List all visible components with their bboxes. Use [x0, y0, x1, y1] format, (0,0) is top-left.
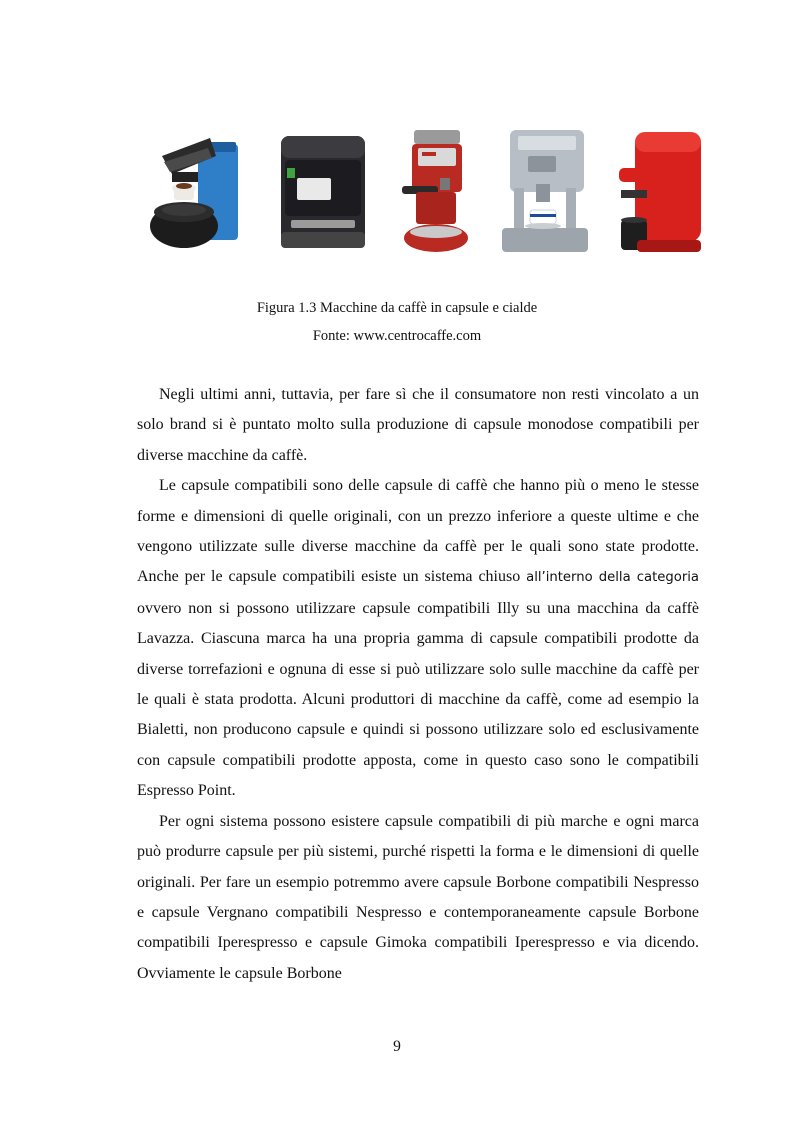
paragraph-2 — [137, 471, 699, 806]
paragraph-2-part-b: all’interno della categoria — [526, 570, 699, 586]
body-text — [137, 380, 699, 989]
paragraph-2-part-c: ovvero non si possono utilizzare capsule compatibili Illy su una macchina da caffè Lavazza. Ciascuna marca ha una propria gamma di capsule compatibili prodotte da diverse torrefazioni e ognuna di esse si può utilizzare solo sulle macchine da caffè per le quali è stata prodotta. Alcuni produttori di macchine da caffè, come ad esempio la Bialetti, non producono capsule e quindi si possono utilizzare solo ed esclusivamente con capsule compatibili prodotte apposta, come in questo caso sono le compatibili Espresso Point. — [137, 599, 699, 800]
figure-caption: Figura 1.3 Macchine da caffè in capsule e cialde — [256, 300, 538, 316]
red-espresso-machine-image — [400, 128, 470, 256]
coffee-machines-figure — [150, 128, 710, 256]
silver-lavazza-machine-image — [500, 128, 590, 256]
paragraph-3: Per ogni sistema possono esistere capsule compatibili di più marche e ogni marca può produrre capsule per più sistemi, purché rispetti la forma e le dimensioni di quelle originali. Per fare un esempio potremmo avere capsule Borbone compatibili Nespresso e capsule Vergnano compatibili Nespresso e contemporaneamente capsule Borbone compatibili Iperespresso e capsule Gimoka compatibili Iperespresso e via dicendo. Ovviamente le capsule Borbone — [137, 812, 699, 982]
blue-capsule-machine-image — [150, 128, 245, 256]
red-nespresso-machine-image — [615, 128, 705, 256]
page-number: 9 — [393, 1038, 401, 1055]
paragraph-2-part-a: Le capsule compatibili sono delle capsule di caffè che hanno più o meno le stesse forme e dimensioni di quelle originali, con un prezzo inferiore a queste ultime e che vengono utilizzate sulle diverse macchine da caffè per le quali sono state prodotte. Anche per le capsule compatibili esiste un sistema chiuso — [137, 477, 699, 586]
black-capsule-machine-image — [275, 128, 370, 256]
paragraph-1: Negli ultimi anni, tuttavia, per fare sì che il consumatore non resti vincolato a un solo brand si è puntato molto sulla produzione di capsule monodose compatibili per diverse macchine da caffè. — [137, 386, 699, 464]
figure-source: Fonte: www.centrocaffe.com — [312, 328, 482, 344]
